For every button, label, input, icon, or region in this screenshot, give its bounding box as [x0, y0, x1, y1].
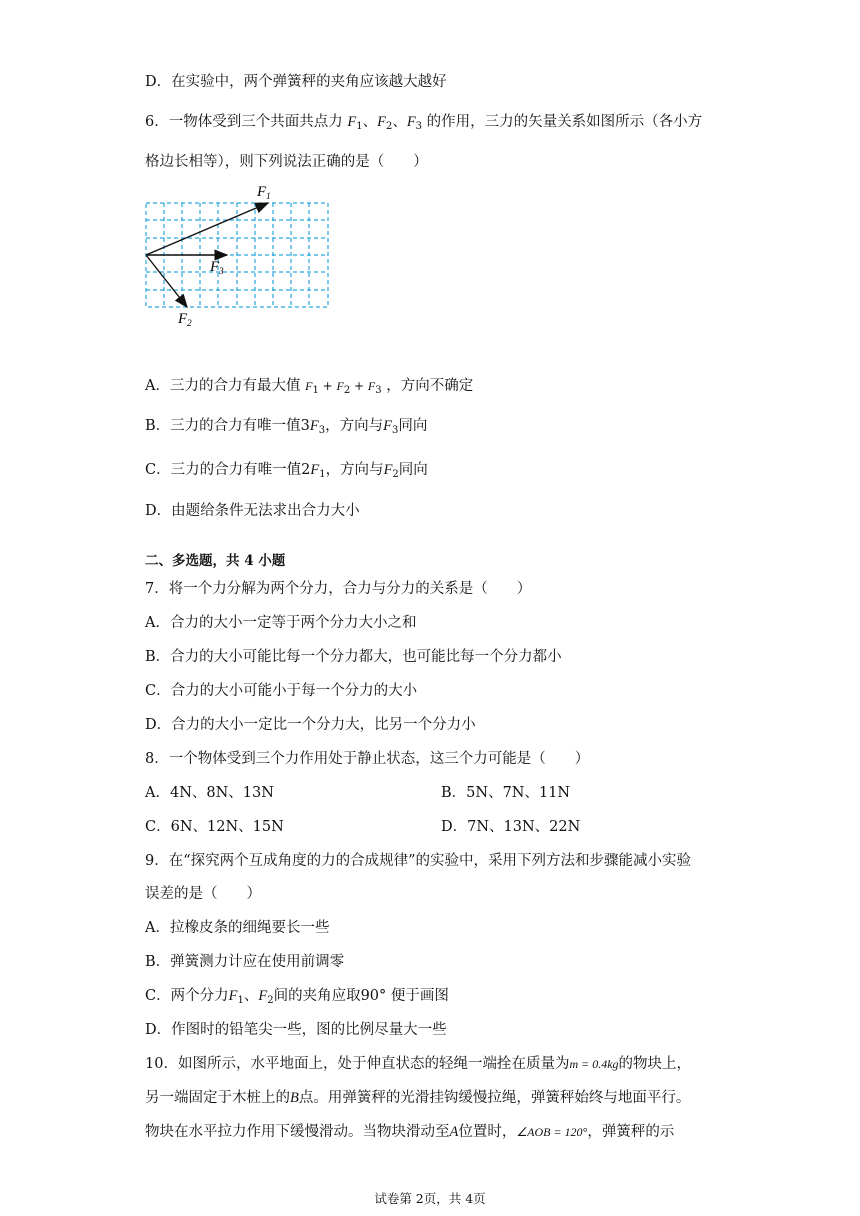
page-footer: 试卷第 2页，共 4页 [374, 1191, 486, 1206]
q5-option-d: D．在实验中，两个弹簧秤的夹角应该越大越好 [145, 74, 447, 90]
q9-option-a: A．拉橡皮条的细绳要长一些 [145, 920, 330, 936]
q10-stem-line3: 物块在水平拉力作用下缓慢滑动。当物块滑动至A位置时，∠AOB = 120°，弹簧秤的示 [145, 1124, 675, 1140]
q7-stem: 7．将一个力分解为两个分力，合力与分力的关系是（ ） [145, 581, 532, 597]
q6-stem-line1: 6．一物体受到三个共面共点力 $F_1$、$F_2$、$F_3$ 的作用，三力的矢量关系如图所示（各小方 [145, 114, 703, 132]
q9-stem-line1: 9．在“探究两个互成角度的力的合成规律”的实验中，采用下列方法和步骤能减小实验 [145, 853, 692, 869]
q9-stem-line2: 误差的是（ ） [145, 886, 261, 902]
f1-label: $F_1$ [257, 184, 271, 201]
q7-option-a: A．合力的大小一定等于两个分力大小之和 [145, 615, 417, 631]
force-vector-figure [140, 180, 340, 330]
q8-option-b: B．5N、7N、11N [441, 785, 571, 801]
q8-option-a: A．4N、8N、13N [145, 785, 274, 801]
section-heading: 二、多选题，共 4 小题 [145, 553, 286, 569]
q9-option-c: C．两个分力$F_1$、$F_2$间的夹角应取90° 便于画图 [145, 988, 449, 1006]
q6-stem-line2: 格边长相等），则下列说法正确的是（ ） [145, 154, 428, 170]
f2-vector [146, 255, 187, 307]
f3-label: $F_3$ [210, 259, 224, 276]
q6-option-c: C．三力的合力有唯一值$2F_1$，方向与$F_2$同向 [145, 462, 428, 480]
q9-option-d: D．作图时的铅笔尖一些，图的比例尽量大一些 [145, 1022, 447, 1038]
q8-option-c: C．6N、12N、15N [145, 819, 284, 835]
q8-stem: 8．一个物体受到三个力作用处于静止状态，这三个力可能是（ ） [145, 751, 590, 767]
q6-option-a: A．三力的合力有最大值 $F_1 + F_2 + F_3$ ，方向不确定 [145, 378, 474, 396]
q6-option-b: B．三力的合力有唯一值$3F_3$，方向与$F_3$同向 [145, 418, 428, 436]
q10-stem-line2: 另一端固定于木桩上的B点。用弹簧秤的光滑挂钩缓慢拉绳，弹簧秤始终与地面平行。 [145, 1090, 691, 1106]
q10-stem-line1: 10．如图所示，水平地面上，处于伸直状态的轻绳一端拴在质量为m = 0.4kg的物块上， [145, 1056, 692, 1072]
q7-option-b: B．合力的大小可能比每一个分力都大，也可能比每一个分力都小 [145, 649, 562, 665]
q6-option-d: D．由题给条件无法求出合力大小 [145, 503, 360, 519]
q9-option-b: B．弹簧测力计应在使用前调零 [145, 954, 345, 970]
q7-option-c: C．合力的大小可能小于每一个分力的大小 [145, 683, 418, 699]
q8-option-d: D．7N、13N、22N [441, 819, 581, 835]
q7-option-d: D．合力的大小一定比一个分力大，比另一个分力小 [145, 717, 476, 733]
f2-label: $F_2$ [178, 311, 192, 328]
